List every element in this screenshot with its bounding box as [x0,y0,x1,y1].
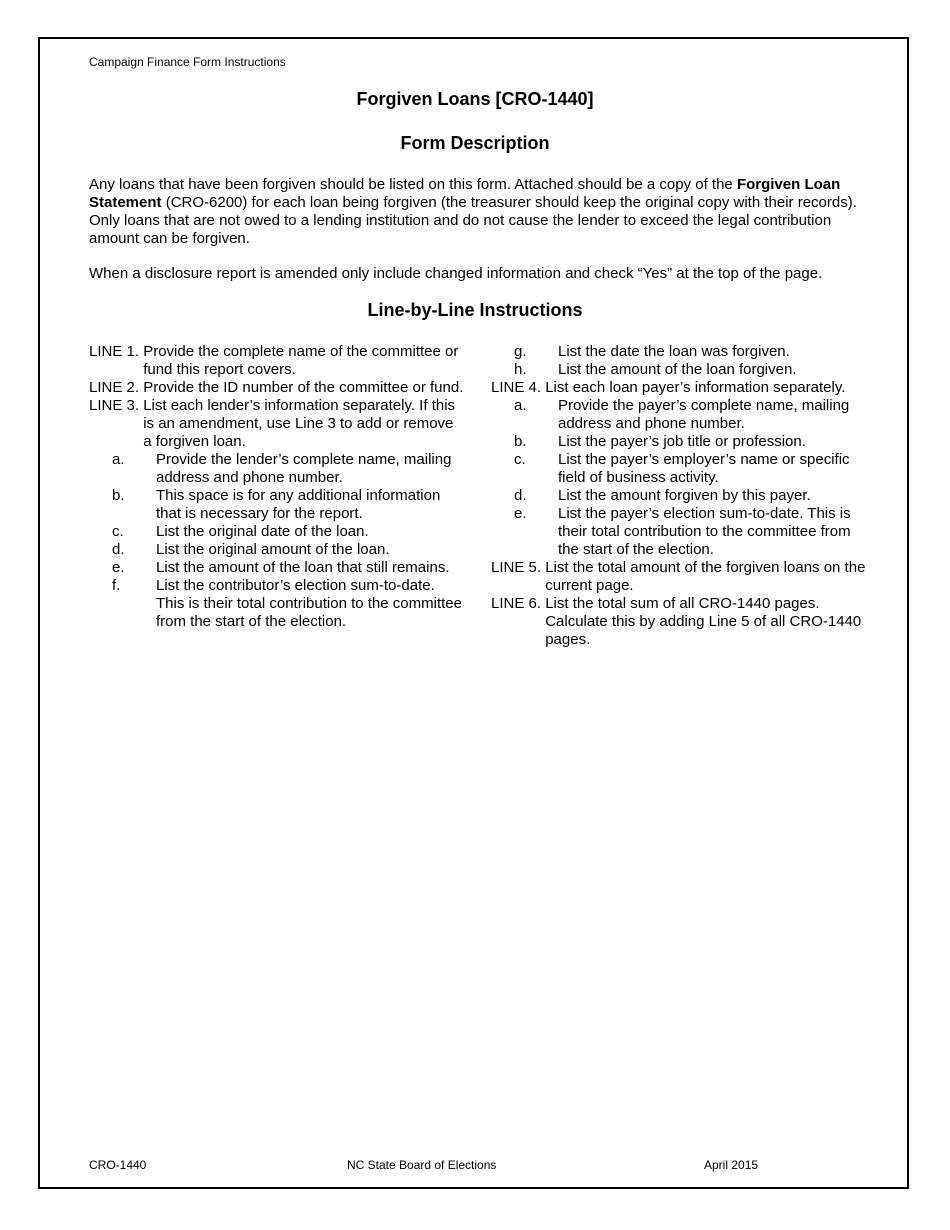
line-4b: b. List the payer’s job title or profession. [514,433,806,450]
line-4d: d. List the amount forgiven by this payer. [514,487,811,504]
description-paragraph: Any loans that have been forgiven should be listed on this form. Attached should be a copy of the Forgiven Loan Statement (CRO-6200) for each loan being forgiven (the treasurer should keep the original copy with their records). Only loans that are not owed to a lending institution and do not cause the lender to exceed the legal contribution amount can be forgiven. [89,176,857,247]
line-3d: d. List the original amount of the loan. [112,541,390,558]
line-5-instruction: LINE 5. List the total amount of the forgiven loans on the current page. [491,559,866,594]
line-6-instruction: LINE 6. List the total sum of all CRO-1440 pages. Calculate this by adding Line 5 of all CRO-1440 pages. [491,595,862,648]
line-instructions-heading: Line-by-Line Instructions [367,300,583,320]
line-3b: b. This space is for any additional information that is necessary for the report. [112,487,441,522]
line-3a: a. Provide the lender’s complete name, mailing address and phone number. [112,451,452,486]
line-1-instruction: LINE 1. Provide the complete name of the committee or fund this report covers. [89,343,459,378]
line-3f: f. List the contributor’s election sum-to-date. This is their total contribution to the committee from the start of the election. [112,577,462,630]
footer-date: April 2015 [704,1158,759,1172]
footer-agency: NC State Board of Elections [347,1158,497,1172]
line-3e: e. List the amount of the loan that still remains. [112,559,450,576]
forgiven-loan-statement-bold: Forgiven Loan Statement [89,176,841,211]
line-2-instruction: LINE 2. Provide the ID number of the committee or fund. [89,379,464,396]
running-header: Campaign Finance Form Instructions [89,55,286,69]
line-3-instruction: LINE 3. List each lender’s information separately. If this is an amendment, use Line 3 to add or remove a forgiven loan. [89,397,456,450]
form-description-heading: Form Description [400,133,550,153]
line-3c: c. List the original date of the loan. [112,523,369,540]
instructions-right-column [491,343,871,649]
page-title: Forgiven Loans [CRO-1440] [356,89,594,109]
line-4-instruction: LINE 4. List each loan payer’s information separately. [491,379,846,396]
line-3g: g. List the date the loan was forgiven. [514,343,790,360]
line-4e: e. List the payer’s election sum-to-date. This is their total contribution to the committee from the start of the election. [514,505,851,558]
line-4a: a. Provide the payer’s complete name, mailing address and phone number. [514,397,850,432]
line-4c: c. List the payer’s employer’s name or specific field of business activity. [514,451,850,486]
amendment-paragraph: When a disclosure report is amended only include changed information and check “Yes” at the top of the page. [89,265,823,282]
instructions-left-column [89,343,464,631]
line-3h: h. List the amount of the loan forgiven. [514,361,797,378]
footer-form-id: CRO-1440 [89,1158,147,1172]
